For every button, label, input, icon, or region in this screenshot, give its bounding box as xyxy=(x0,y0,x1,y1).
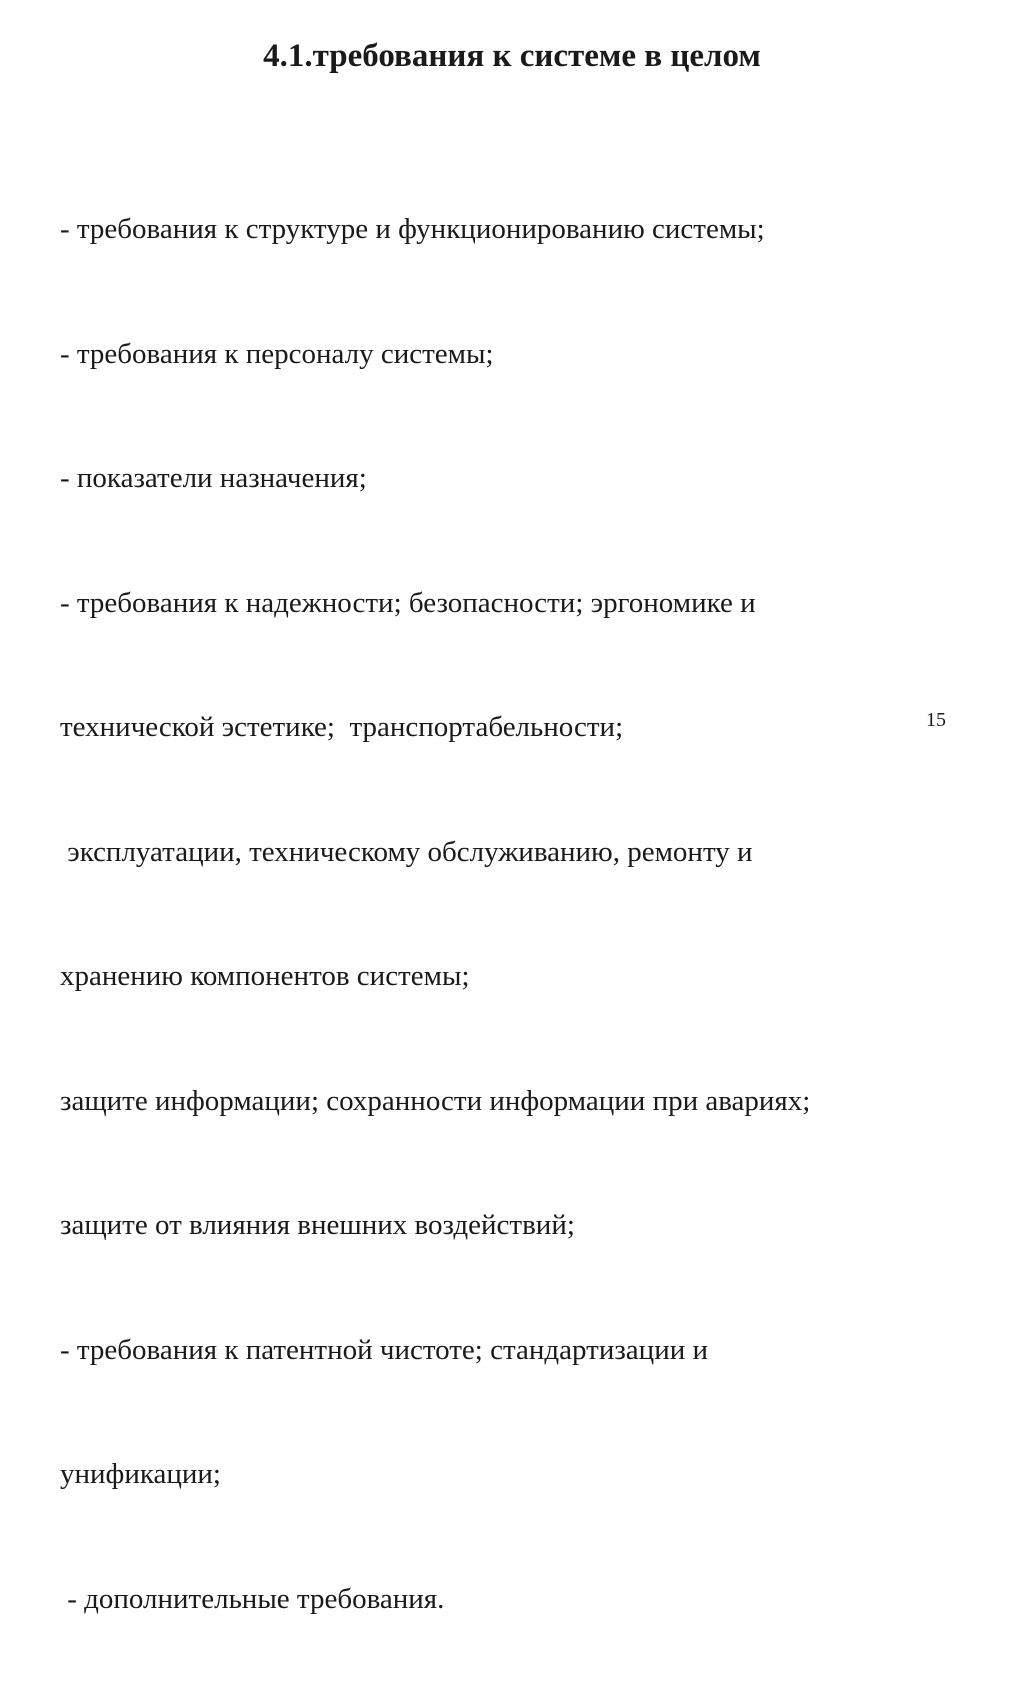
requirements-list xyxy=(60,126,1000,1703)
page-number: 15 xyxy=(926,709,946,731)
list-item: - требования к патентной чистоте; стандартизации и xyxy=(60,1333,708,1366)
list-item: технической эстетике; транспортабельности; xyxy=(60,711,624,743)
list-item: унификации; xyxy=(60,1458,221,1490)
list-item: - требования к надежности; безопасности; эргономике и xyxy=(60,586,756,619)
list-item: защите от влияния внешних воздействий; xyxy=(60,1209,575,1241)
list-item: - показатели назначения; xyxy=(60,462,367,494)
list-item: - требования к структуре и функционированию системы; xyxy=(60,213,765,245)
list-item: - дополнительные требования. xyxy=(60,1582,445,1615)
list-item: хранению компонентов системы; xyxy=(60,960,470,992)
list-item: защите информации; сохранности информации при авариях; xyxy=(60,1084,811,1117)
slide-title: 4.1.требования к системе в целом xyxy=(263,38,761,74)
list-item: - требования к персоналу системы; xyxy=(60,337,494,370)
list-item: эксплуатации, техническому обслуживанию, ремонту и xyxy=(60,835,753,868)
